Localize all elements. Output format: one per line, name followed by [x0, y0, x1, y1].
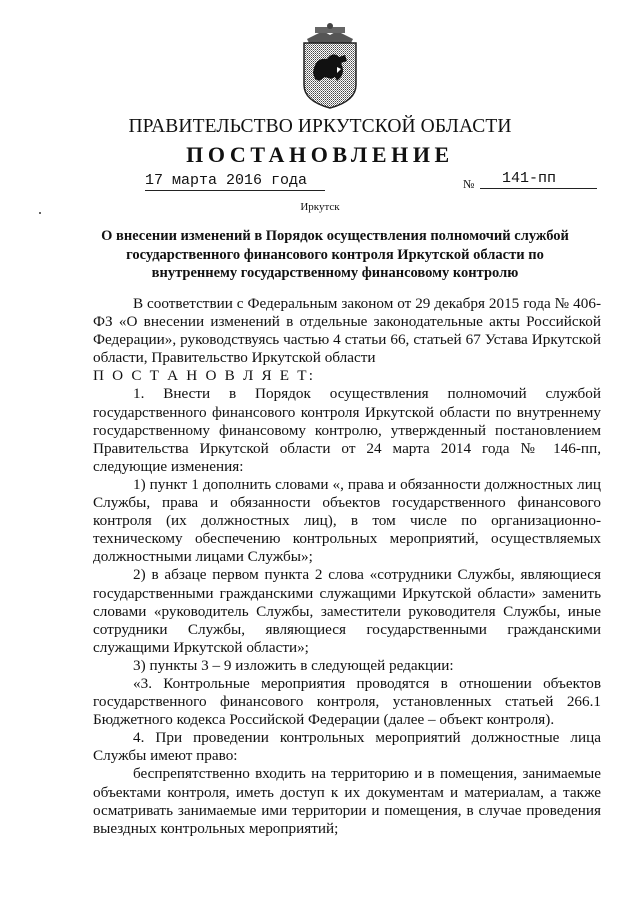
city-name: Иркутск	[300, 201, 340, 213]
resolves-heading: П О С Т А Н О В Л Я Е Т:	[93, 367, 316, 385]
document-number: 141-пп	[480, 170, 597, 189]
number-label: №	[463, 177, 475, 191]
government-name: ПРАВИТЕЛЬСТВО ИРКУТСКОЙ ОБЛАСТИ	[128, 116, 512, 137]
quote-point-4a-paragraph: беспрепятственно входить на территорию и в помещения, занимаемые объектами контроля, иметь доступ к их документам и материалам, а также осматривать занимаемые ими территории и помещения, в случае проведения выездных контрольных мероприятий;	[93, 765, 601, 837]
document-body	[93, 295, 601, 838]
subitem-2-paragraph: 2) в абзаце первом пункта 2 слова «сотрудники Службы, являющиеся государственными гражданскими служащими Иркутской области» заменить словами «руководитель Службы, заместители руководителя Службы, иные сотрудники Службы, являющиеся государственными гражданскими служащими Иркутской области»;	[93, 566, 601, 656]
margin-dot	[39, 212, 41, 214]
quote-point-4-paragraph: 4. При проведении контрольных мероприятий должностные лица Службы имеют право:	[93, 729, 601, 765]
document-title: О внесении изменений в Порядок осуществления полномочий службой государственного финансового контроля Иркутской области по внутреннему государственному финансовому контролю	[101, 228, 569, 281]
subitem-3-paragraph: 3) пункты 3 – 9 изложить в следующей редакции:	[133, 656, 454, 674]
document-type: ПОСТАНОВЛЕНИЕ	[186, 142, 454, 167]
item-1-paragraph: 1. Внести в Порядок осуществления полномочий службой государственного финансового контроля Иркутской области по внутреннему государственному финансовому контролю, утвержденный постановлением Правительства Иркутской области от 24 марта 2014 года № 146-пп, следующие изменения:	[93, 385, 601, 475]
preamble-paragraph: В соответствии с Федеральным законом от 29 декабря 2015 года № 406-ФЗ «О внесении изменений в отдельные законодательные акты Российской Федерации», руководствуясь частью 4 статьи 66, статьей 67 Устава Иркутской области, Правительство Иркутской области	[93, 295, 601, 367]
quote-point-3-paragraph: «3. Контрольные мероприятия проводятся в отношении объектов государственного финансового контроля, установленных статьей 266.1 Бюджетного кодекса Российской Федерации (далее – объект контроля).	[93, 674, 601, 729]
document-date: 17 марта 2016 года	[145, 172, 325, 191]
subitem-1-paragraph: 1) пункт 1 дополнить словами «, права и обязанности должностных лиц Службы, права и обязанности объектов государственного финансового контроля (их должностных лиц), в том числе по организационно-техническому обеспечению контрольных мероприятий, осуществляемых должностными лицами Службы»;	[93, 475, 601, 566]
coat-of-arms-emblem	[301, 21, 359, 109]
